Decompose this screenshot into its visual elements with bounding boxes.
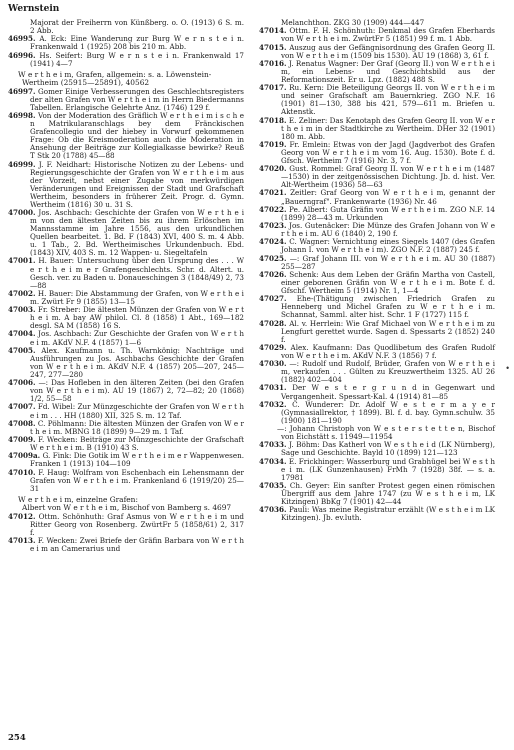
entry-text: Hs. Seifert: Burg W e r n s t e i n. Frankenwald 17 (1941) 4—7 [30, 50, 244, 68]
bibliography-entry [8, 469, 244, 493]
entry-number: 47001. [8, 256, 36, 266]
bibliography-entry [259, 189, 495, 205]
bibliography-entry [8, 436, 244, 452]
bibliography-entry [8, 452, 244, 468]
entry-text: F. Wecken: Zwei Briefe der Gräfin Barbara von W e r t h e i m an Camerarius und [30, 536, 244, 554]
bibliography-entry [259, 44, 495, 60]
bibliography-entry [259, 271, 495, 295]
bibliography-entry [8, 513, 244, 537]
entry-text: Pe. Albert: Guta Gräfin von W e r t h e i m. ZGO N.F. 14 (1899) 28—43 m. Urkunden [281, 204, 495, 222]
bibliography-entry [259, 60, 495, 84]
entry-text: J. F. Neidhart: Historische Notizen zu der Lebens- und Regierungsgeschichte der Grafen von W e r t h e i m aus der Vorzeit, nebst einer Zugabe von merkwürdigen Veränderungen und Ereignissen der Stadt und Grafschaft Wertheim, besonders in früherer Zeit. Progr. d. Gymn. Wertheim (1816) 30 u. 31 S. [30, 159, 244, 209]
entry-text: F. Haug: Wolfram von Eschenbach ein Lehensmann der Grafen von W e r t h e i m. Frankenland 6 (1919/20) 25—31 [30, 467, 244, 493]
bibliography-entry [8, 306, 244, 330]
entry-text: E. Frickhinger: Wasserburg und Grabhügel bei W e s t h e i m. (LK Gunzenhausen) FrMh 7 (1928) 38f. — s. a. 17981 [281, 456, 495, 482]
bibliography-entry [8, 257, 244, 289]
page-number: 254 [8, 733, 26, 743]
right-column [259, 19, 495, 523]
entry-text: Fr. Emlein: Etwas von der Jagd (Jagdverbot des Grafen Georg von W e r t h e i m vom 16. Aug. 1530). Bote f. d. Gfsch. Wertheim 7 (1916) Nr. 3, 7 f. [281, 139, 495, 165]
entry-text: Fr. Streber: Die ältesten Münzen der Grafen von W e r t h e i m. A bay AW philol. Cl. 8 (1858) 1 Abt., 169—182 desgl. SA M (1858) 16 S. [30, 305, 244, 331]
entry-number: 47004. [8, 329, 36, 339]
entry-text: —: Rudolf und Rudolf, Brüder, Grafen von W e r t h e i m, verkaufen . . . Gülten zu Kreuzwertheim 1325. AU 26 (1882) 402—404 [281, 359, 495, 385]
bibliography-entry [8, 420, 244, 436]
bibliography-entry [8, 35, 244, 51]
entry-number: 47007. [8, 402, 36, 412]
entry-text: Ehe-(Thätigung zwischen Friedrich Grafen zu Henneberg und Michel Grafen zu W e r t h e i m. Schannat, Samml. alter hist. Schr. 1 F (1727) 115 f. [281, 294, 495, 320]
bibliography-entry [8, 403, 244, 419]
entry-number: 47015. [259, 42, 287, 52]
bibliography-entry [259, 141, 495, 165]
entry-continuation: Majorat der Freiherrn von Künßberg. o. O. (1913) 6 S. m. 2 Abb. [30, 18, 244, 36]
entry-number: 47014. [259, 26, 287, 36]
entry-text: Der W e s t e r g r u n d in Gegenwart und Vergangenheit. Spessart-Kal. 4 (1914) 81—85 [281, 383, 495, 401]
bibliography-entry [259, 384, 495, 400]
entry-number: 47016. [259, 58, 287, 68]
entry-text: A. Eck: Eine Wanderung zur Burg W e r n s t e i n. Frankenwald 1 (1925) 208 bis 210 m. Abb. [30, 34, 244, 52]
entry-text: Alex. Kaufmann: Das Quodlibetum des Grafen Rudolf von W e r t h e i m. AKdV N.F. 3 (1856) 7 f. [281, 342, 495, 360]
entry-continuation: Melanchthon. ZKG 30 (1909) 444—447 [281, 18, 425, 27]
entry-number: 47018. [259, 115, 287, 125]
entry-text: Ottm. F. H. Schönhuth: Denkmal des Grafen Eberhards von W e r t h e i m. ZwürtFr 5 (1851) 99 f. m. 1 Abb. [281, 26, 495, 44]
entry-number: 47033. [259, 440, 287, 450]
entry-number: 47010. [8, 467, 36, 477]
bibliography-entry [8, 52, 244, 68]
bibliography-entry: —: Johann Christoph von W e s t e r s t e t t e n, Bischof von Eichstätt s. 11949—11954 [277, 424, 495, 442]
entry-number: 46996. [8, 50, 36, 60]
entry-text: F. Wecken: Beiträge zur Münzgeschichte der Grafschaft W e r t h e i m. B (1910) 43 S. [30, 435, 244, 453]
entry-number: 47019. [259, 139, 287, 149]
entry-text: Gomer Einige Verbesserungen des Geschlechtsregisters der alten Grafen von W e r t h e i m in Herrn Biedermanns Tabellen. Erlangische Gelehrte Anz. (1746) 129 f. [30, 86, 244, 112]
bibliography-entry [259, 222, 495, 238]
bibliography-entry [8, 112, 244, 160]
margin-mark: • [505, 364, 510, 373]
running-header: Wernstein [8, 4, 60, 14]
bibliography-entry [8, 209, 244, 257]
bibliography-entry [8, 290, 244, 306]
section-heading: W e r t h e i m, einzelne Grafen: Albert von W e r t h e i m, Bischof von Bamberg s. 4697 [18, 494, 232, 512]
entry-text: C. Wunderer: Dr. Adolf W e s t e r m a y e r (Gymnasiallrektor, † 1899). Bl. f. d. bay. Gymn.schulw. 35 (1900) 181—190 [281, 399, 495, 425]
left-column [8, 19, 244, 553]
entry-number: 47020. [259, 164, 287, 174]
entry-number: 47013. [8, 536, 36, 546]
entry-text: Gust. Rommel: Graf Georg II. von W e r t h e i m (1487—1530) in der zeitgenössischen Dichtung. Jb. d. hist. Ver. Alt-Wertheim (1936) 58—63 [281, 164, 495, 190]
bibliography-entry [259, 401, 495, 425]
entry-text: Fd. Wibel: Zur Münzgeschichte der Grafen von W e r t h e i m . . . HH (1880) XII, 325 S. m. 12 Taf. [30, 402, 244, 420]
entry-number: 47028. [259, 318, 287, 328]
bibliography-entry [259, 360, 495, 384]
bibliography-entry [259, 117, 495, 141]
entry-text: E. Zeliner: Das Kenotaph des Grafen Georg II. von W e r t h e i m in der Stadtkirche zu Wertheim. DHer 32 (1901) 180 m. Abb. [281, 115, 495, 141]
entry-text: Al. v. Herrlein: Wie Graf Michael von W e r t h e i m zu Lengfurt gerettet wurde. Sagen d. Spessarts 2 (1852) 240 f. [281, 318, 495, 344]
entry-number: 47025. [259, 253, 287, 263]
entry-number: 47006. [8, 378, 36, 388]
entry-text: Zeitler: Graf Georg von W e r t h e i m, genannt der „Bauerngraf". Frankenwarte (1936) Nr. 46 [281, 188, 495, 206]
entry-text: —: Das Hofleben in den älteren Zeiten (bei den Grafen von W e r t h e i m). AU 19 (1867) 2, 72—82; 20 (1868) 1/2, 55—58 [30, 378, 244, 404]
entry-number: 47003. [8, 305, 36, 315]
entry-number: 47029. [259, 342, 287, 352]
entry-number: 47008. [8, 418, 36, 428]
entry-text: Von der Moderation des Gräflich W e r t h e i m i s c h e n Matrikularanschlags bey dem Fränckischen Grafencollegio und der hiebey in Vorwurf gekommenen Frage: Ob die Kreismoderation auch die Moderation in Ansehung der Beiträge zur Kollegialkasse bewirke? Reuß T Stk 20 (1788) 45—88 [30, 111, 244, 161]
entry-number: 47030. [259, 359, 287, 369]
entry-text: H. Bauer: Die Abstammung der Grafen, von W e r t h e i m. Zwürt Fr 9 (1855) 13—15 [30, 288, 244, 306]
entry-text: Jos. Gutenäcker: Die Münze des Grafen Johann von W e r t h e i m. AU 6 (1840) 2, 190 f. [281, 221, 495, 239]
entry-number: 47031. [259, 383, 287, 393]
entry-number: 46999. [8, 159, 36, 169]
entry-text: Auszug aus der Gefängnisordnung des Grafen Georg II. von W e r t h e i m (1509 bis 1530). AU 19 (1868) 3, 61 f. [281, 42, 495, 60]
bibliography-entry [8, 88, 244, 112]
entry-text: C. Pöhlmann: Die ältesten Münzen der Grafen von W e r t h e i m. MBNG 18 (1899) 9—29 m. 1 Taf. [30, 418, 244, 436]
section-heading: W e r t h e i m, Grafen, allgemein: s. a. Löwenstein-Wertheim (25915—25891), 40562 [18, 69, 212, 87]
bibliography-entry [259, 295, 495, 319]
entry-number: 47032. [259, 399, 287, 409]
bibliography-entry [259, 320, 495, 344]
entry-text: J. Böhm: Das Katherl von W e s t h e i d (LK Nürnberg), Sage und Geschichte. Bayld 10 (1899) 121—123 [281, 440, 495, 458]
bibliography-entry [259, 458, 495, 482]
entry-text: G. Fink: Die Gotik im W e r t h e i m e r Wappenwesen. Franken 1 (1913) 104—109 [30, 451, 244, 469]
bibliography-entry [259, 344, 495, 360]
entry-number: 47009. [8, 435, 36, 445]
entry-text: Schenk: Aus dem Leben der Gräfin Martha von Castell, einer geborenen Gräfin von W e r t h e i m. Bote f. d. Gfschf. Wertheim 5 (1914) Nr. 1, 1—4 [281, 269, 495, 295]
entry-number: 47024. [259, 237, 287, 247]
entry-text: J. Renatus Wagner: Der Graf (Georg II.) von W e r t h e i m, ein Lebens- und Geschichtsbild aus der Reformationszeit. Er u. Lpz. (1882) 488 S. [281, 58, 495, 84]
bibliography-entry [259, 27, 495, 43]
bibliography-entry [259, 238, 495, 254]
entry-number: 47035. [259, 480, 287, 490]
entry-number: 47017. [259, 83, 287, 93]
bibliography-entry [259, 165, 495, 189]
bibliography-entry [8, 330, 244, 346]
bibliography-entry [8, 161, 244, 209]
entry-number: 47002. [8, 288, 36, 298]
entry-number: 47026. [259, 269, 287, 279]
entry-number: 47023. [259, 221, 287, 231]
entry-number: 47009a. [8, 451, 41, 461]
bibliography-entry [259, 84, 495, 116]
entry-number: 47022. [259, 204, 287, 214]
entry-text: Jos. Aschbach: Zur Geschichte der Grafen von W e r t h e i m. AKdV N.F. 4 (1857) 1—6 [30, 329, 244, 347]
entry-text: Jos. Aschbach: Geschichte der Grafen von W e r t h e i m von den ältesten Zeiten bis zu ihrem Erlöschen im Mannsstamme im Jahre 1556, aus den urkundlichen Quellen bearbeitet. 1. Bd. F (1843) XVI, 400 S. m. 4 Abb. u. 1 Tab., 2. Bd. Wertheimisches Urkundenbuch. Ebd. (1843) XIV, 403 S. m. 12 Wappen- u. Siegeltafeln [30, 208, 244, 258]
entry-number: 47012. [8, 511, 36, 521]
entry-number: 46998. [8, 111, 36, 121]
bibliography-entry [8, 537, 244, 553]
entry-text: Ru. Kern: Die Beteiligung Georgs II. von W e r t h e i m und seiner Grafschaft am Bauernkrieg. ZGO N.F. 16 (1901) 81—130, 388 bis 421, 579—611 m. Briefen u. Aktenstk. [281, 83, 495, 117]
entry-number: 46997. [8, 86, 36, 96]
bibliography-entry [259, 206, 495, 222]
bibliography-entry [259, 441, 495, 457]
entry-number: 47005. [8, 345, 36, 355]
entry-text: Pauli: Was meine Registratur erzählt (W e s t h e i m LK Kitzingen). Jb. ev.luth. [281, 505, 495, 523]
entry-number: 47000. [8, 208, 36, 218]
entry-text: C. Wagner: Vernichtung eines Siegels 1407 (des Grafen Johann I. von W e r t h e i m). ZGO N.F. 2 (1887) 245 f. [281, 237, 495, 255]
bibliography-entry [8, 379, 244, 403]
entry-text: H. Bauer: Untersuchung über den Ursprung des . . . W e r t h e i m e r Grafengeschlechts. Schr. d. Altert. u. Gesch. ver. zu Baden u. Donaueschingen 3 (1848/49) 2, 73—88 [30, 256, 244, 290]
entry-number: 47034. [259, 456, 287, 466]
entry-number: 47036. [259, 505, 287, 515]
entry-text: Alex. Kaufmann u. Th. Warnkönig: Nachträge und Ausführungen zu Jos. Aschbachs Geschichte der Grafen von W e r t h e i m. AKdV N.F. 4 (1857) 205—207, 245—247, 277—280 [30, 345, 244, 379]
bibliography-entry [259, 255, 495, 271]
entry-number: 46995. [8, 34, 36, 44]
bibliography-entry [8, 347, 244, 379]
entry-number: 47027. [259, 294, 287, 304]
bibliography-entry [259, 506, 495, 522]
entry-number: 47021. [259, 188, 287, 198]
entry-text: —: Graf Johann III. von W e r t h e i m. AU 30 (1887) 255—287 [281, 253, 495, 271]
entry-text: Ottm. Schönhuth: Graf Asmus von W e r t h e i m und Ritter Georg von Rosenberg. ZwürtFr 5 (1858/61) 2, 317 f. [30, 511, 244, 537]
entry-text: Ch. Geyer: Ein sanfter Protest gegen einen römischen Übergriff aus dem Jahre 1747 (zu W e s t h e i m, LK Kitzingen) BbKg 7 (1901) 42—44 [281, 480, 495, 507]
bibliography-entry [259, 482, 495, 506]
